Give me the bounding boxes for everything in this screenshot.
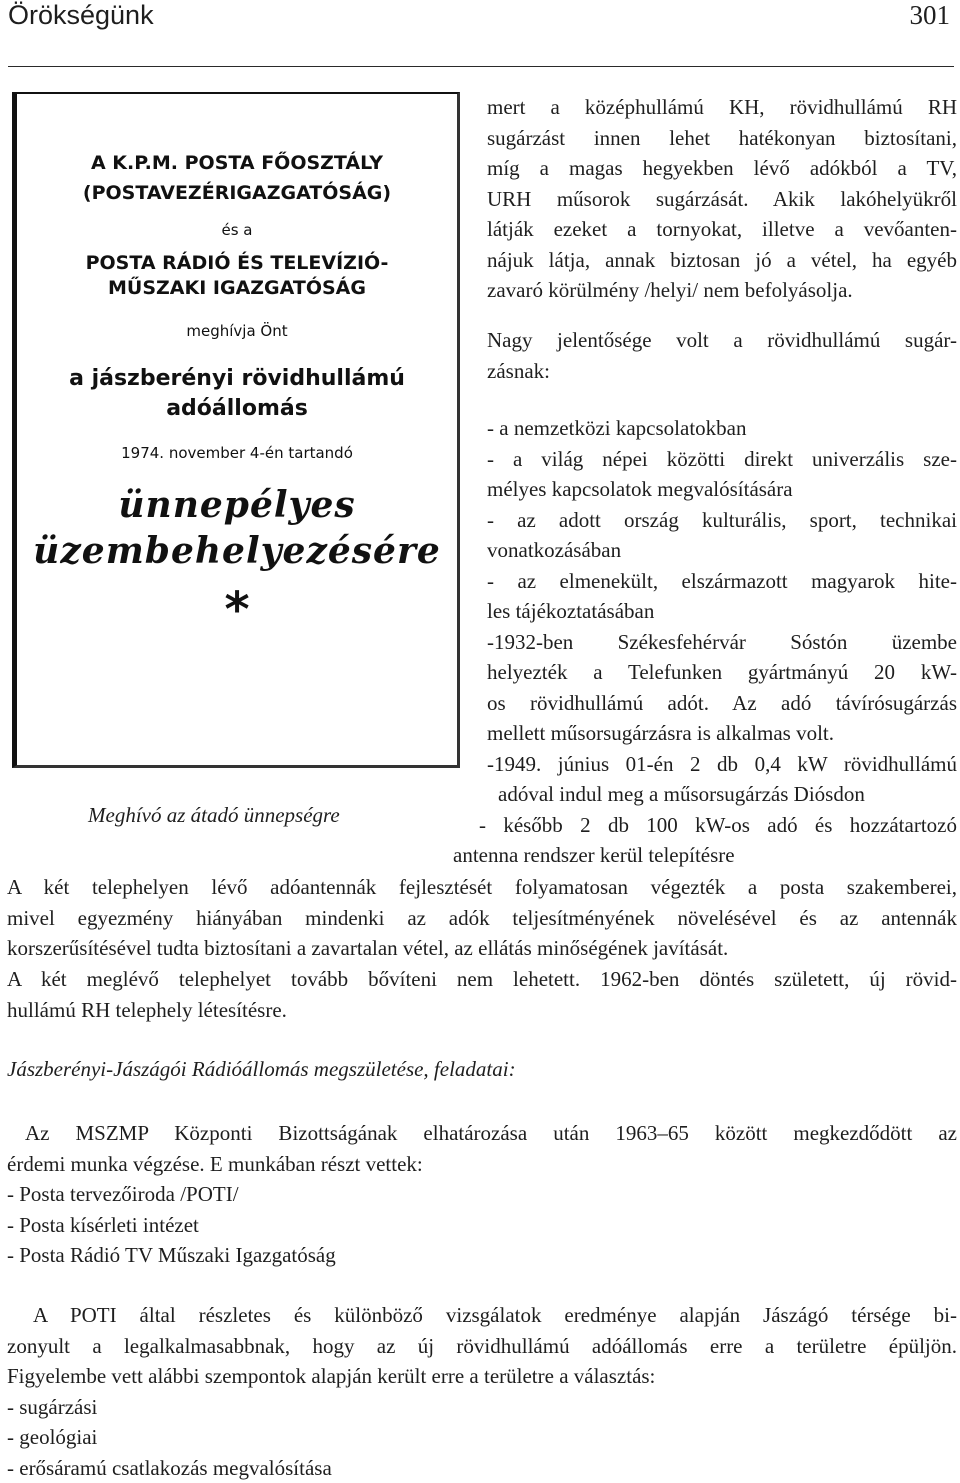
list-item: -1932-ben Székesfehérvár Sóstón üzembe: [487, 629, 957, 654]
invitation-line: üzembehelyezésére: [33, 530, 441, 572]
body-paragraph-1: [7, 872, 957, 964]
invitation-line: a jászberényi rövidhullámú: [69, 366, 405, 391]
list-item: les tájékoztatásában: [487, 599, 655, 623]
list-item: - sugárzási: [7, 1394, 98, 1419]
importance-list: [453, 413, 957, 871]
invitation-line: 1974. november 4-én tartandó: [121, 444, 353, 462]
text-line: zásnak:: [487, 358, 550, 383]
text-line: érdemi munka végzése. E munkában részt vettek:: [7, 1151, 423, 1176]
invitation-line: meghívja Önt: [186, 322, 288, 340]
invitation-line: (POSTAVEZÉRIGAZGATÓSÁG): [82, 182, 392, 204]
text-line: A két meglévő telephelyet tovább bővíteni nem lehetett. 1962-ben döntés született, új rövid-: [7, 967, 957, 991]
asterisk-ornament-icon: *: [224, 582, 250, 638]
text-line: Nagy jelentősége volt a rövidhullámú sugár-: [487, 328, 957, 352]
invitation-line: és a: [221, 221, 253, 239]
text-line: míg a magas hegyekben lévő adókból a TV,: [487, 156, 957, 180]
text-line: korszerűsítésével tudta biztosítani a zavartalan vétel, az ellátás minőségének javítását.: [7, 936, 729, 960]
list-item: mellett műsorsugárzásra is alkalmas volt.: [487, 721, 834, 745]
text-line: mert a középhullámú KH, rövidhullámú RH: [487, 95, 957, 119]
list-item: - az adott ország kulturális, sport, technikai: [487, 507, 957, 532]
text-line: URH műsorok sugárzását. Akik lakóhelyükről: [487, 186, 957, 211]
body-paragraph-3: [7, 1118, 957, 1271]
list-item: - geológiai: [7, 1425, 98, 1449]
text-line: A két telephelyen lévő adóantennák fejlesztését folyamatosan végezték a posta szakemberei,: [7, 875, 957, 899]
text-line: nájuk látja, annak biztosan jó a vétel, ha egyéb: [487, 247, 957, 272]
list-item: -1949. június 01-én 2 db 0,4 kW rövidhullámú: [487, 751, 957, 776]
header-divider: [8, 66, 954, 67]
text-line: mivel egyezmény hiányában mindenki az adók teljesítményének növelésével és az antennák: [7, 905, 957, 930]
list-item: - Posta Rádió TV Műszaki Igazgatóság: [7, 1243, 336, 1267]
text-line: Az MSZMP Központi Bizottságának elhatározása után 1963–65 között megkezdődött az: [25, 1121, 957, 1145]
list-item: - a nemzetközi kapcsolatokban: [487, 416, 747, 440]
text-line: zavaró körülmény /helyi/ nem befolyásolja.: [487, 278, 853, 302]
list-item: - erősáramú csatlakozás megvalósítása: [7, 1455, 332, 1480]
list-item: - Posta kísérleti intézet: [7, 1212, 199, 1237]
invitation-line: MŰSZAKI IGAZGATÓSÁG: [108, 277, 366, 299]
intro-paragraph: [487, 92, 957, 306]
list-item: vonatkozásában: [487, 538, 622, 562]
invitation-line: ünnepélyes: [118, 484, 356, 526]
text-line: zonyult a legalkalmasabbnak, hogy az új rövidhullámú adóállomás erre a területre épüljön.: [7, 1333, 957, 1358]
invitation-card-image: [12, 92, 460, 768]
body-paragraph-2: [7, 964, 957, 1025]
list-item: antenna rendszer kerül telepítésre: [453, 843, 735, 867]
text-line: A POTI által részletes és különböző vizsgálatok eredménye alapján Jászágó térsége bi-: [33, 1303, 957, 1327]
figure-caption: Meghívó az átadó ünnepségre: [88, 803, 340, 827]
list-item: - később 2 db 100 kW-os adó és hozzátartozó: [479, 812, 957, 837]
text-line: hullámú RH telephely létesítésre.: [7, 997, 287, 1022]
section-heading: Jászberényi-Jászágói Rádióállomás megszületése, feladatai:: [7, 1057, 516, 1081]
page-number: 301: [909, 0, 950, 30]
invitation-line: A K.P.M. POSTA FŐOSZTÁLY: [90, 152, 384, 174]
list-item: adóval indul meg a műsorsugárzás Diósdon: [498, 782, 865, 806]
text-line: látják ezeket a tornyokat, illetve a vevőanten-: [487, 217, 957, 241]
list-item: - az elmenekült, elszármazott magyarok hite-: [487, 568, 957, 593]
body-paragraph-4: [7, 1300, 957, 1483]
running-header-title: Örökségünk: [8, 0, 154, 30]
list-item: - a világ népei közötti direkt univerzális sze-: [487, 446, 957, 471]
list-item: - Posta tervezőiroda /POTI/: [7, 1182, 239, 1206]
invitation-line: POSTA RÁDIÓ ÉS TELEVÍZIÓ-: [85, 252, 389, 274]
list-item: mélyes kapcsolatok megvalósítására: [487, 477, 793, 501]
invitation-line: adóállomás: [166, 396, 308, 421]
list-item: os rövidhullámú adót. Az adó távírósugárzás: [487, 690, 957, 715]
list-item: helyezték a Telefunken gyártmányú 20 kW-: [487, 660, 957, 684]
importance-paragraph: [487, 325, 957, 386]
text-line: Figyelembe vett alábbi szempontok alapján került erre a területre a választás:: [7, 1364, 656, 1388]
text-line: sugárzást innen lehet hatékonyan biztosítani,: [487, 125, 957, 150]
